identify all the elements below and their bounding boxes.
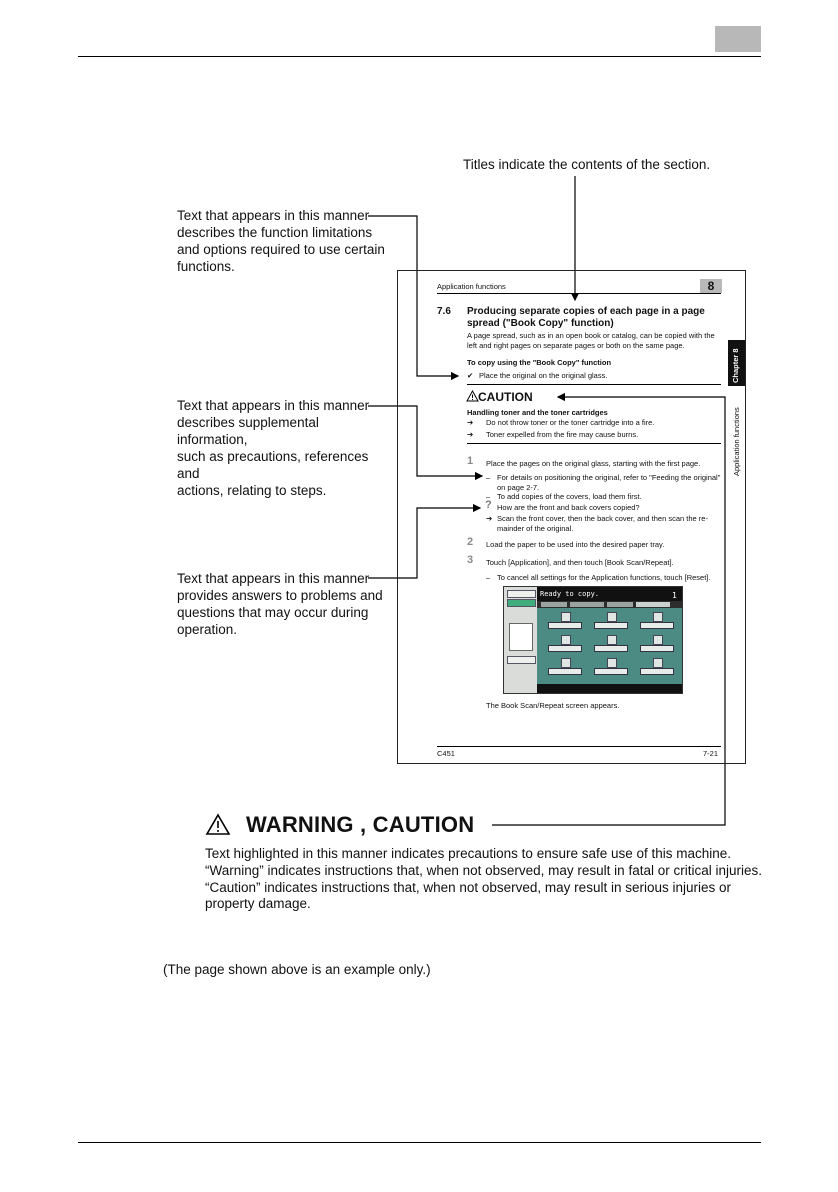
screen-counter: 1 xyxy=(672,591,677,600)
arrow-icon: ➔ xyxy=(467,430,474,439)
function-icon xyxy=(561,612,571,622)
function-icon xyxy=(561,635,571,645)
step-note: To add copies of the covers, load them first. xyxy=(497,492,642,501)
example-note: (The page shown above is an example only.) xyxy=(163,962,431,977)
arrow-icon: ➔ xyxy=(486,514,493,523)
function-icon xyxy=(607,612,617,622)
screen-left-button xyxy=(507,656,536,664)
screen-tab xyxy=(636,602,670,607)
step-note: To cancel all settings for the Application functions, touch [Reset]. xyxy=(497,573,711,582)
function-icon xyxy=(561,658,571,668)
screen-title: Ready to copy. xyxy=(537,587,683,601)
step-text: Load the paper to be used into the desired paper tray. xyxy=(486,540,665,549)
function-button xyxy=(640,645,674,652)
warning-description: Text highlighted in this manner indicates precautions to ensure safe use of this machine. “Warning” indicates instructions that, when not observed, may result in fatal or critical injuries. “Caution” indicates instructions that, when not observed, may result in serious injuries or property damage. xyxy=(205,846,762,912)
step-note: For details on positioning the original, refer to "Feeding the original" on page 2-7. xyxy=(497,473,721,492)
footer-model: C451 xyxy=(437,749,455,758)
step-number: 1 xyxy=(467,455,474,467)
answers-callout: Text that appears in this manner provides answers to problems and questions that may occur during operation. xyxy=(177,571,383,637)
caution-heading: Handling toner and the toner cartridges xyxy=(467,408,608,417)
screen-caption: The Book Scan/Repeat screen appears. xyxy=(486,701,620,710)
function-button xyxy=(548,622,582,629)
check-item: Place the original on the original glass. xyxy=(479,371,608,380)
book-scan-screen-image xyxy=(503,586,683,694)
function-button xyxy=(640,668,674,675)
function-button xyxy=(594,668,628,675)
chapter-number: 8 xyxy=(700,279,722,293)
check-mark-icon: ✔ xyxy=(467,371,474,380)
dash-bullet: – xyxy=(486,473,491,482)
function-button xyxy=(640,622,674,629)
footer-page: 7-21 xyxy=(703,749,719,758)
footer-rule xyxy=(437,746,721,747)
step-number: 3 xyxy=(467,554,474,566)
step-text: Place the pages on the original glass, starting with the first page. xyxy=(486,459,701,468)
caution-item: Do not throw toner or the toner cartridge into a fire. xyxy=(486,418,655,427)
page-header: Application functions xyxy=(437,282,506,291)
section-title: Producing separate copies of each page in a page spread ("Book Copy" function) xyxy=(467,306,705,329)
function-icon xyxy=(607,658,617,668)
screen-status-bar xyxy=(537,684,683,694)
titles-callout: Titles indicate the contents of the section. xyxy=(463,157,711,172)
dash-bullet: – xyxy=(486,492,491,501)
caution-label: CAUTION xyxy=(478,390,533,404)
supplemental-callout: Text that appears in this manner describes supplemental information, such as precautions, references and actions, relating to steps. xyxy=(177,398,370,498)
question-mark-icon: ? xyxy=(485,499,492,511)
function-icon xyxy=(653,635,663,645)
warning-triangle-icon xyxy=(205,813,231,836)
dash-bullet: – xyxy=(486,573,491,582)
screen-preview xyxy=(509,623,533,651)
warning-title: WARNING , CAUTION xyxy=(246,812,475,837)
function-button xyxy=(594,645,628,652)
step-number: 2 xyxy=(467,536,474,548)
limitations-callout: Text that appears in this manner describes the function limitations and options required to use certain functions. xyxy=(177,208,385,274)
screen-tab xyxy=(570,602,604,607)
section-intro: A page spread, such as in an open book or catalog, can be copied with the left and right pages on separate pages or both on the same page. xyxy=(467,331,715,350)
section-number: 7.6 xyxy=(437,306,451,317)
caution-top-rule xyxy=(467,384,721,385)
subheading: To copy using the "Book Copy" function xyxy=(467,358,612,367)
header-rule xyxy=(437,293,721,294)
arrow-icon: ➔ xyxy=(467,418,474,427)
screen-tab xyxy=(607,602,633,607)
screen-left-button-green xyxy=(507,599,536,607)
function-icon xyxy=(653,612,663,622)
function-button xyxy=(548,668,582,675)
step-text: Touch [Application], and then touch [Book Scan/Repeat]. xyxy=(486,558,674,567)
caution-bottom-rule xyxy=(467,443,721,444)
side-label: Application functions xyxy=(732,407,741,476)
function-icon xyxy=(653,658,663,668)
screen-left-buttons xyxy=(507,590,536,598)
function-icon xyxy=(607,635,617,645)
screen-tab xyxy=(541,602,567,607)
chapter-tab: Chapter 8 xyxy=(728,340,745,386)
function-button xyxy=(548,645,582,652)
function-button xyxy=(594,622,628,629)
caution-item: Toner expelled from the fire may cause burns. xyxy=(486,430,639,439)
answer-text: Scan the front cover, then the back cover, and then scan the re- mainder of the original. xyxy=(497,514,708,533)
question-text: How are the front and back covers copied? xyxy=(497,503,640,512)
